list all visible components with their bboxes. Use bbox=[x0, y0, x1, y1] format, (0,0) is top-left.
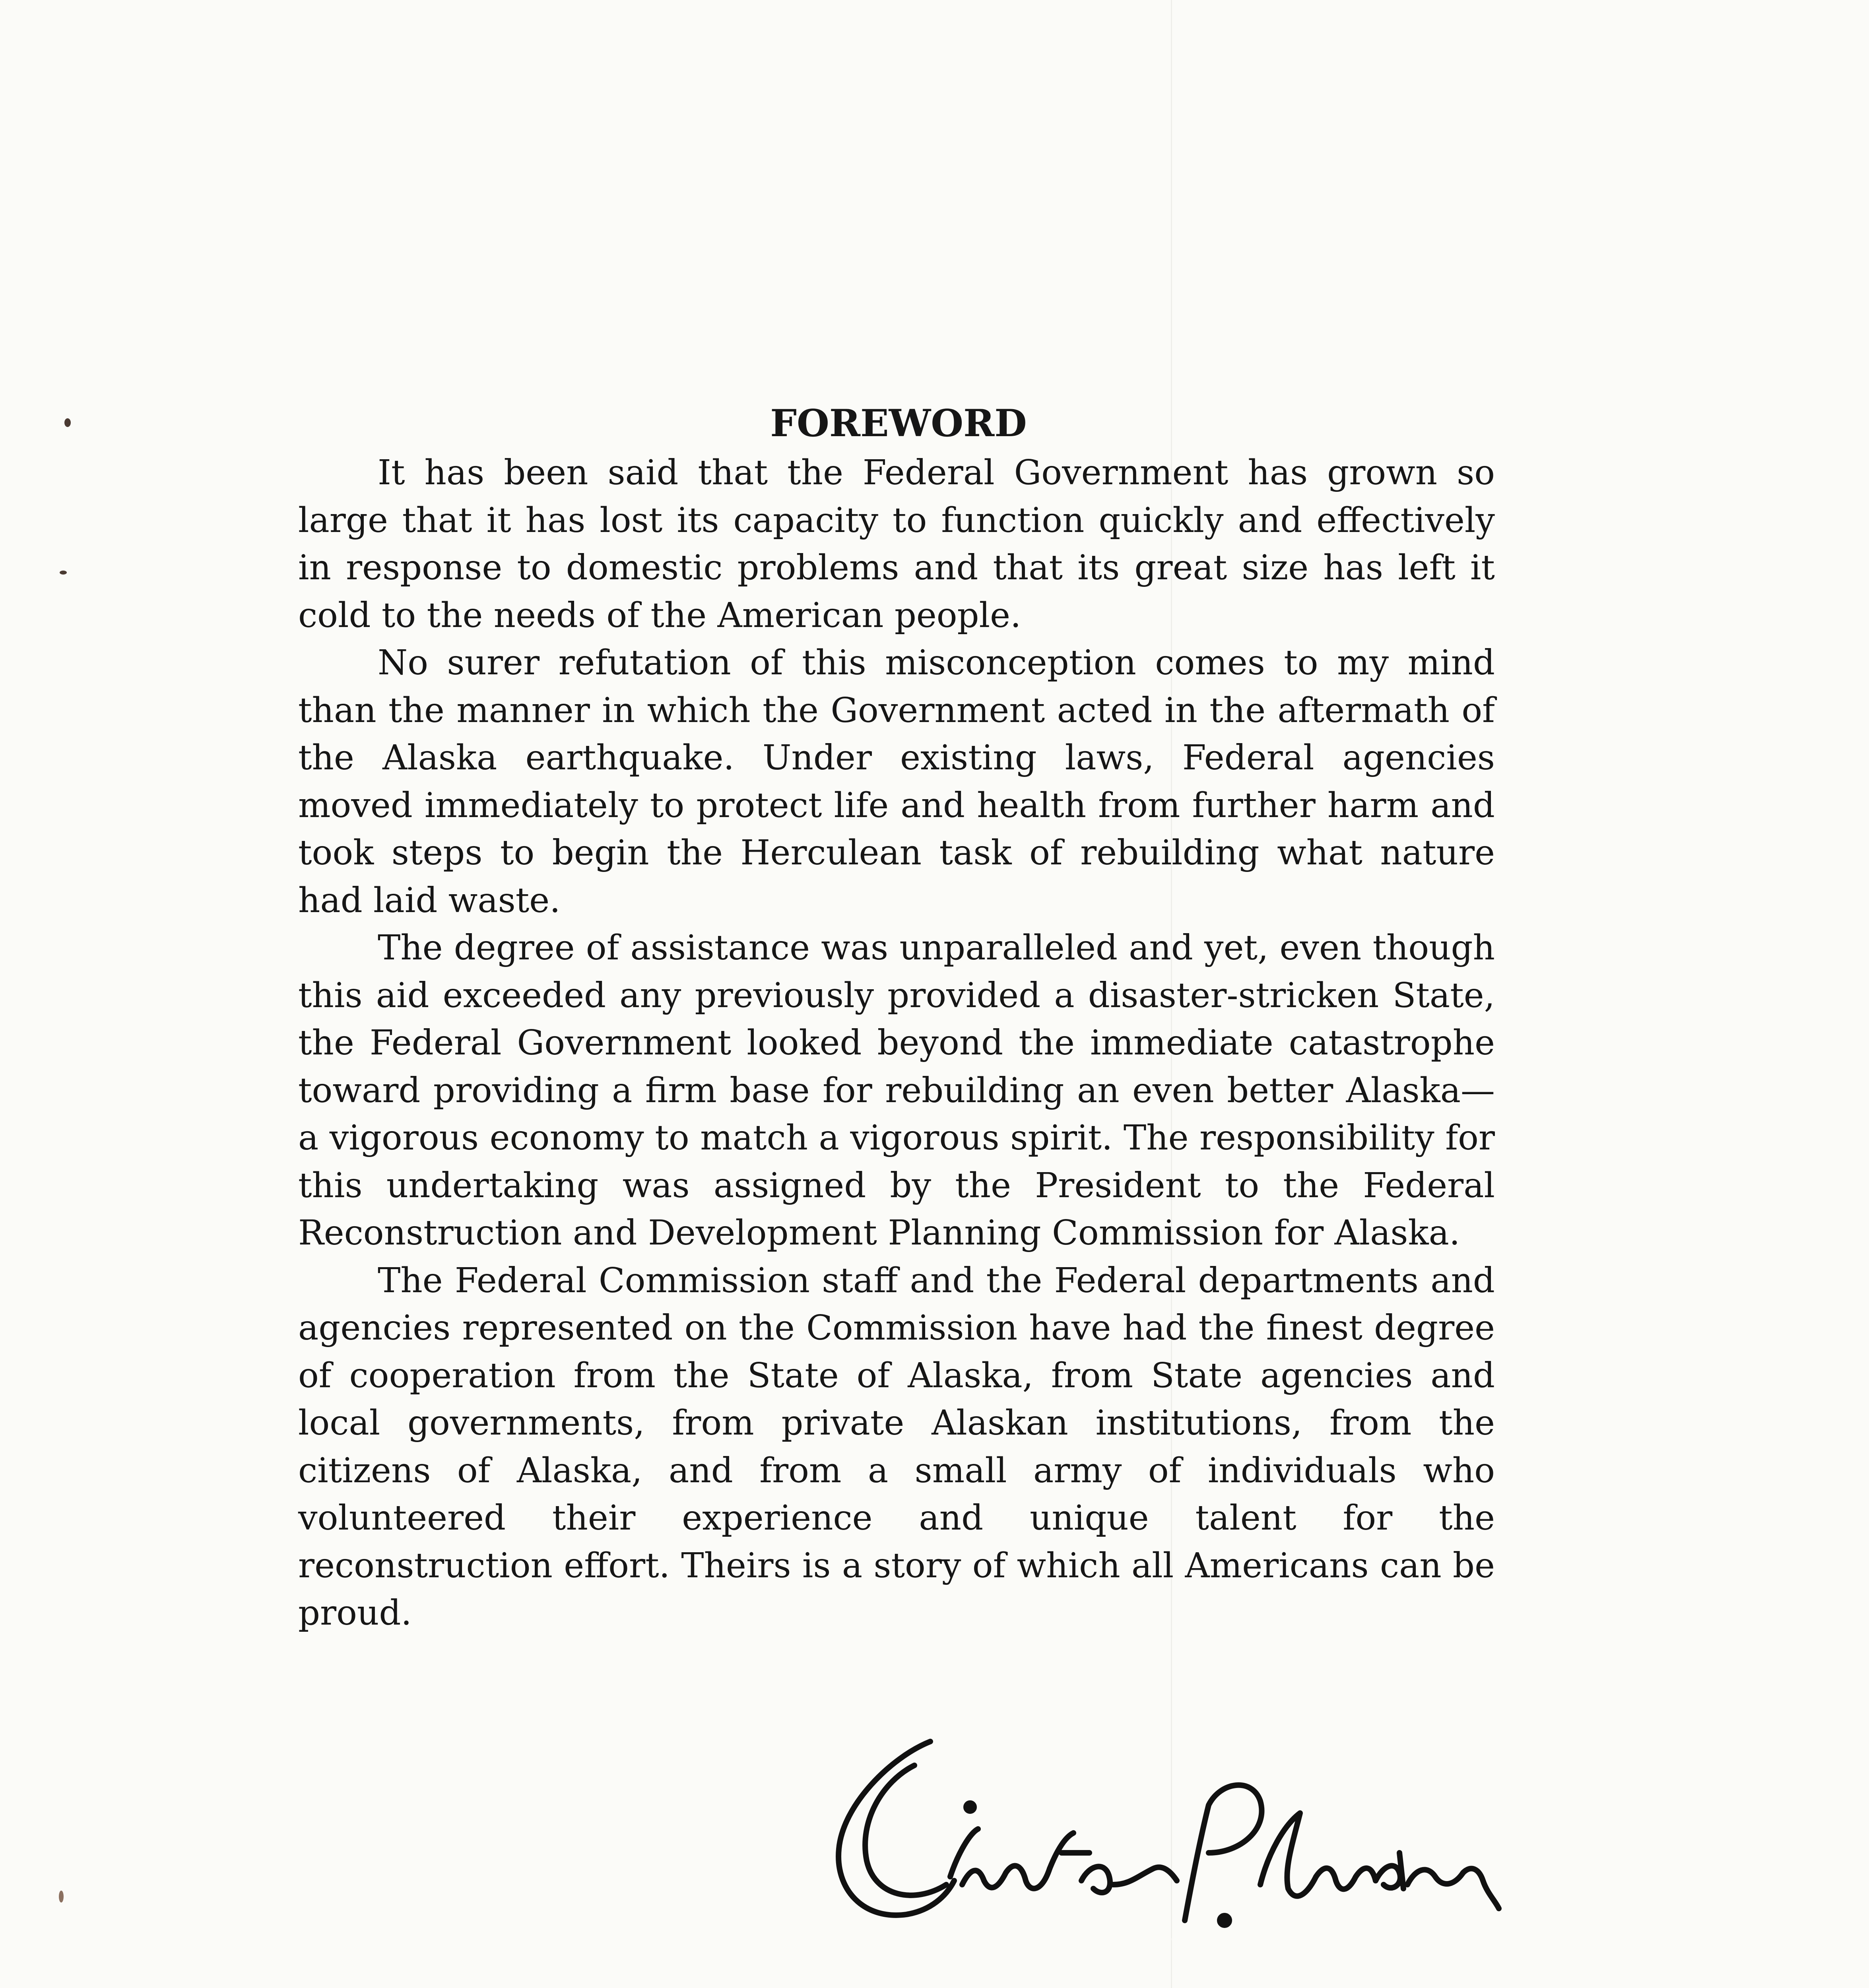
page-title: FOREWORD bbox=[770, 401, 1027, 445]
foreword-paragraph-2: No surer refutation of this misconception comes to my mind than the manner in which the Government acted in the aftermath of the Alaska earthquake. Under existing laws, Federal agencies moved immediately to protect life and health from further harm and took steps to begin the Herculean task of rebuilding what nature had laid waste. bbox=[298, 643, 1495, 920]
handwritten-signature bbox=[827, 1734, 1503, 1948]
paper-speck bbox=[59, 1891, 64, 1903]
foreword-body bbox=[298, 449, 1495, 1637]
paper-speck bbox=[64, 418, 71, 427]
foreword-paragraph-4: The Federal Commission staff and the Federal departments and agencies represented on the Commission have had the finest degree of cooperation from the State of Alaska, from State agencies and local governments, from private Alaskan institutions, from the citizens of Alaska, and from a small army of individuals who volunteered their experience and unique talent for the reconstruction effort. Theirs is a story of which all Americans can be proud. bbox=[298, 1260, 1495, 1633]
foreword-paragraph-3: The degree of assistance was unparalleled and yet, even though this aid exceeded any previously provided a disaster-stricken State, the Federal Government looked beyond the immediate catastrophe toward providing a firm base for rebuilding an even better Alaska—a vigorous economy to match a vigorous spirit. The responsibility for this undertaking was assigned by the President to the Federal Reconstruction and Development Planning Commission for Alaska. bbox=[298, 928, 1495, 1253]
paper-speck bbox=[60, 571, 67, 575]
signature-caption: Clinton P. Anderson bbox=[1145, 1937, 1185, 1941]
foreword-paragraph-1: It has been said that the Federal Government has grown so large that it has lost its capacity to function quickly and effectively in response to domestic problems and that its great size has left it cold to the needs of the American people. bbox=[298, 453, 1495, 635]
signature-graphic bbox=[827, 1734, 1503, 1948]
